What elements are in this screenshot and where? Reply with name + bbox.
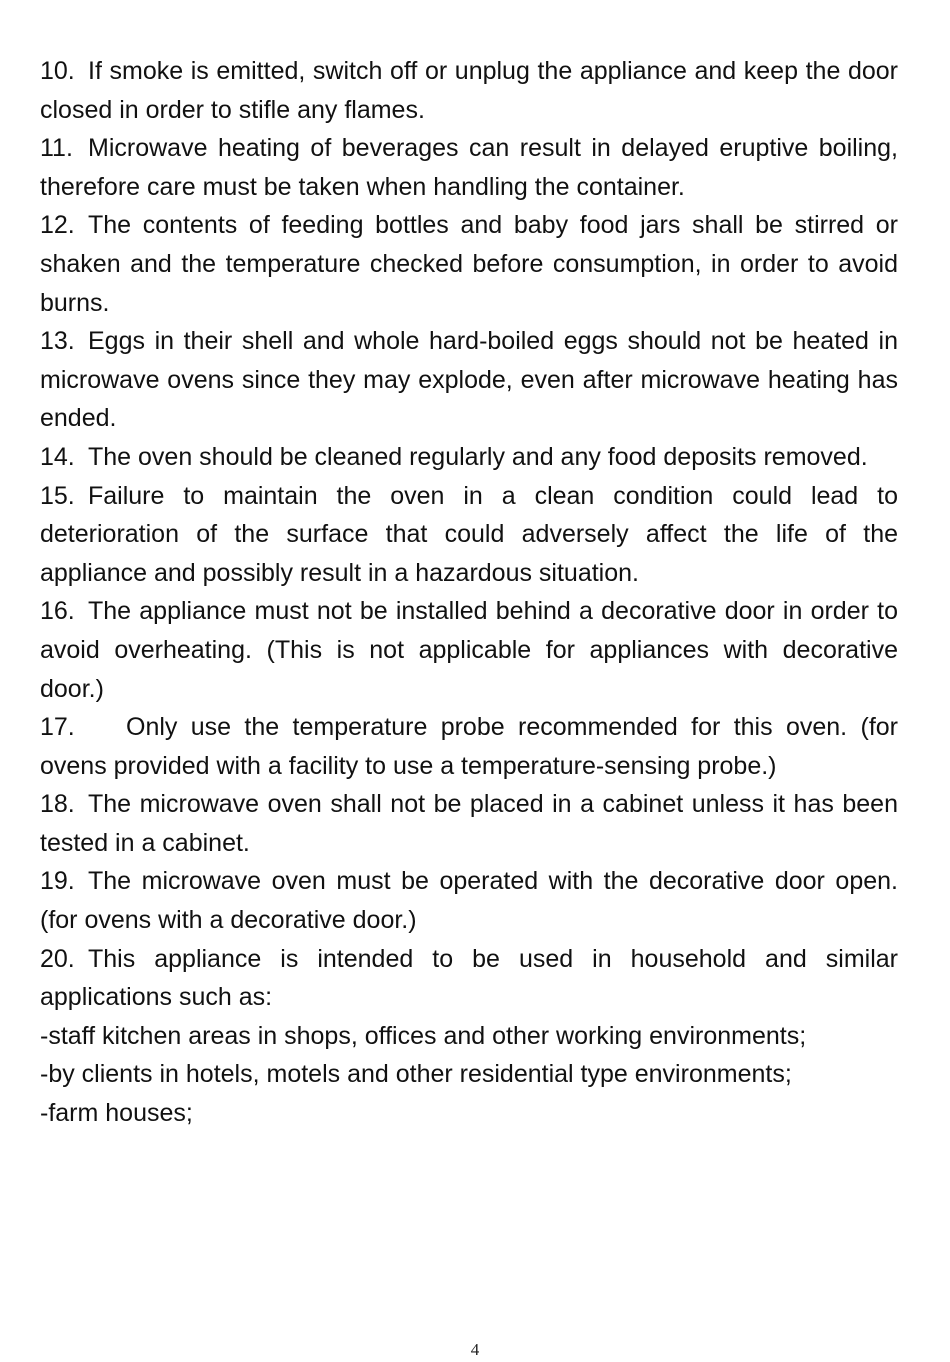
list-item [40,708,898,785]
item-text: The appliance must not be installed behind a decorative door in order to avoid overheating. (This is not applicable for appliances with decorative door.) [40,597,898,703]
list-item [40,592,898,708]
item-number: 18. [40,790,75,819]
item-text: If smoke is emitted, switch off or unplug the appliance and keep the door closed in order to stifle any flames. [40,57,898,124]
list-item [40,438,898,477]
item-number: 20. [40,944,75,973]
usage-bullet: -by clients in hotels, motels and other residential type environments; [40,1060,792,1089]
list-item [40,477,898,593]
list-item [40,52,898,129]
item-text: Eggs in their shell and whole hard-boiled eggs should not be heated in microwave ovens since they may explode, even after microwave heating has ended. [40,327,898,433]
item-text: The oven should be cleaned regularly and any food deposits removed. [88,442,868,471]
item-text: The microwave oven shall not be placed in a cabinet unless it has been tested in a cabinet. [40,790,898,857]
item-number: 19. [40,867,75,896]
item-number: 17. [40,713,75,742]
list-item [40,862,898,939]
item-number: 14. [40,442,75,471]
list-item [40,129,898,206]
item-number: 10. [40,57,75,85]
usage-bullet: -farm houses; [40,1099,193,1128]
usage-bullet: -staff kitchen areas in shops, offices and other working environments; [40,1021,807,1050]
item-number: 13. [40,327,75,356]
item-text: This appliance is intended to be used in household and similar applications such as: [40,944,898,1012]
item-number: 15. [40,481,75,510]
document-body [40,52,898,1133]
list-item [40,206,898,322]
list-item [40,940,898,1017]
item-number: 11. [40,134,73,163]
page-number: 4 [470,1340,480,1359]
item-number: 16. [40,597,75,626]
item-text: Microwave heating of beverages can result in delayed eruptive boiling, therefore care must be taken when handling the container. [40,134,898,201]
item-number: 12. [40,211,75,240]
item-text: Failure to maintain the oven in a clean condition could lead to deterioration of the surface that could adversely affect the life of the appliance and possibly result in a hazardous situation. [40,481,898,587]
item-text: The microwave oven must be operated with the decorative door open. (for ovens with a decorative door.) [40,867,898,935]
item-text: Only use the temperature probe recommended for this oven. (for ovens provided with a facility to use a temperature-sensing probe.) [40,713,898,780]
list-item [40,785,898,862]
list-item [40,322,898,438]
item-text: The contents of feeding bottles and baby food jars shall be stirred or shaken and the temperature checked before consumption, in order to avoid burns. [40,211,898,317]
